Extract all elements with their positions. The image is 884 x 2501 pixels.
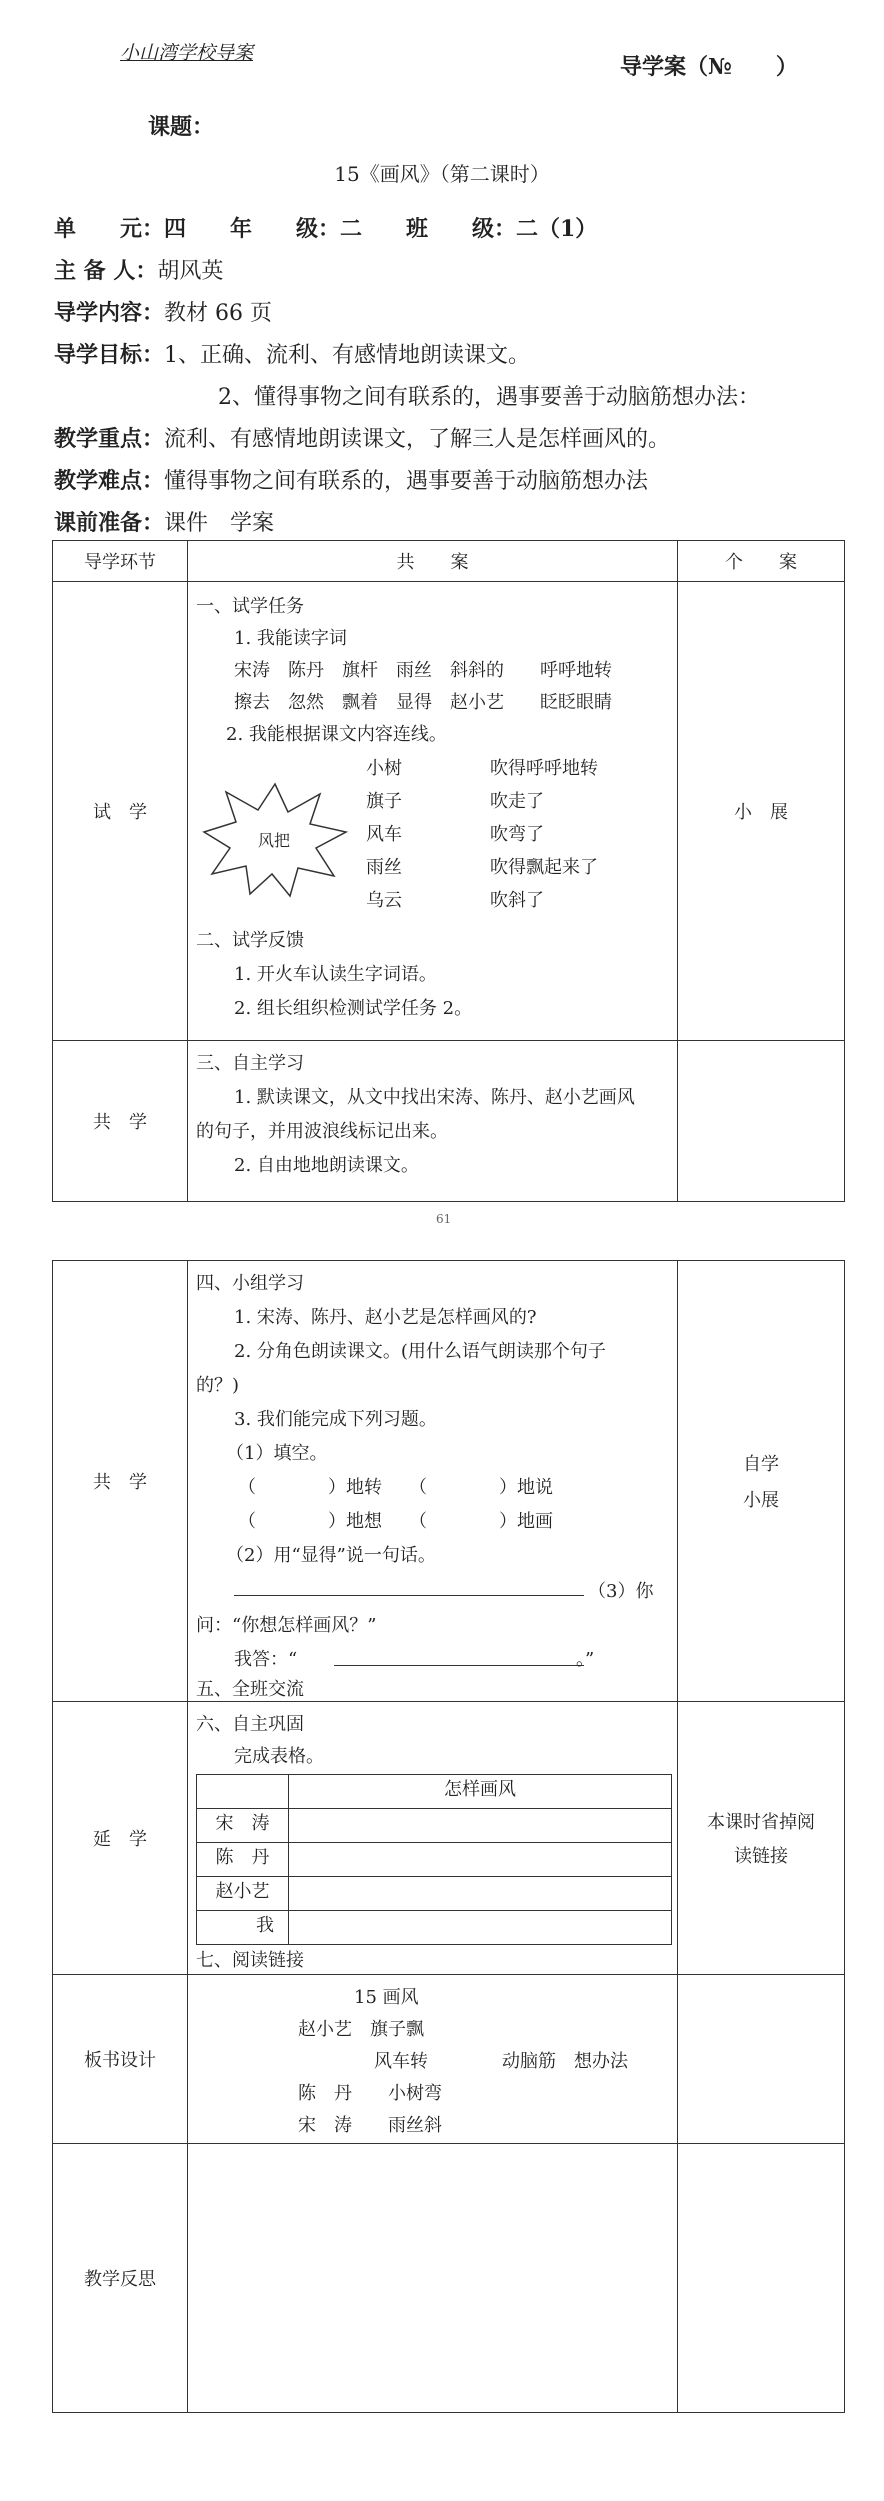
preparation-line — [54, 506, 274, 537]
row-label: 我 — [197, 1911, 289, 1945]
topic-label: 课题： — [148, 114, 215, 140]
match-right-item: 吹得飘起来了 — [490, 857, 598, 878]
table-row-extend — [53, 1702, 845, 1975]
trial-feedback-2: 2. 组长组织检测试学任务 2。 — [234, 998, 473, 1019]
lesson-plan-table-page2 — [52, 1260, 845, 2413]
trial-task-1: 1. 我能读字词 — [234, 628, 347, 649]
match-right-item: 吹斜了 — [490, 890, 544, 911]
preparer-value: 胡风英 — [157, 259, 224, 284]
table-row — [197, 1877, 672, 1911]
self-study-1-cont: 的句子，并用波浪线标记出来。 — [196, 1121, 448, 1142]
goal-label: 导学目标： — [54, 342, 165, 368]
board-line: 动脑筋 想办法 — [502, 2051, 628, 2072]
content-label: 导学内容： — [54, 300, 165, 326]
content-line — [54, 296, 272, 327]
extend-personal-line-2: 读链接 — [734, 1846, 788, 1867]
match-left-item: 小树 — [366, 758, 402, 779]
goal-2: 2、懂得事物之间有联系的，遇事要善于动脑筋想办法： — [218, 385, 760, 410]
colearn-1-content — [188, 1041, 678, 1202]
stage-colearn: 共 学 — [53, 1041, 188, 1202]
preparation-value: 课件 学案 — [164, 511, 275, 536]
stage-board-design: 板书设计 — [53, 1975, 188, 2144]
table-row-board — [53, 1975, 845, 2144]
match-left-item: 乌云 — [366, 890, 402, 911]
group-question-3: 3. 我们能完成下列习题。 — [234, 1409, 437, 1430]
fill-blank-row-2: （ ）地想 （ ）地画 — [238, 1511, 553, 1532]
header-stage: 导学环节 — [53, 541, 188, 582]
reading-link-heading: 七、阅读链接 — [196, 1950, 304, 1971]
header-personal-plan: 个 案 — [678, 541, 845, 582]
trial-feedback-1: 1. 开火车认读生字词语。 — [234, 964, 437, 985]
lesson-plan-table-page1 — [52, 540, 845, 1202]
self-study-heading: 三、自主学习 — [196, 1053, 304, 1074]
trial-words-2: 擦去 忽然 飘着 显得 赵小艺 眨眨眼睛 — [234, 692, 612, 713]
answer-line-2[interactable] — [334, 1665, 584, 1666]
match-left-item: 雨丝 — [366, 857, 402, 878]
extend-personal-line-1: 本课时省掉阅 — [707, 1812, 815, 1833]
key-point-line — [54, 422, 670, 453]
complete-table-instruction: 完成表格。 — [234, 1746, 324, 1767]
group-study-heading: 四、小组学习 — [196, 1273, 304, 1294]
difficulty-line — [54, 464, 648, 495]
answer-cell[interactable] — [289, 1911, 672, 1945]
goal-1: 1、正确、流利、有感情地朗读课文。 — [164, 343, 531, 368]
table-row-reflection — [53, 2144, 845, 2413]
fill-blank-row-1: （ ）地转 （ ）地说 — [238, 1477, 553, 1498]
trial-words-1: 宋涛 陈丹 旗杆 雨丝 斜斜的 呼呼地转 — [234, 660, 612, 681]
table-row — [197, 1911, 672, 1945]
stage-extend: 延 学 — [53, 1702, 188, 1975]
difficulty-label: 教学难点： — [54, 468, 165, 494]
row-label: 宋 涛 — [197, 1809, 289, 1843]
answer-line-1[interactable] — [234, 1595, 584, 1596]
school-name: 小山湾学校导案 — [120, 42, 254, 64]
reflection-personal[interactable] — [678, 2144, 845, 2413]
answer-suffix: 。” — [576, 1649, 595, 1670]
trial-heading: 一、试学任务 — [196, 596, 304, 617]
fill-blank-heading: （1）填空。 — [226, 1443, 328, 1464]
stage-trial: 试 学 — [53, 582, 188, 1041]
how-to-draw-wind-table — [196, 1774, 672, 1945]
preparation-label: 课前准备： — [54, 510, 165, 536]
unit-grade-class-line: 单 元：四 年 级：二 班 级：二（1） — [54, 216, 598, 242]
table-row — [197, 1843, 672, 1877]
table-row-colearn-1 — [53, 1041, 845, 1202]
match-right-item: 吹走了 — [490, 791, 544, 812]
answer-cell[interactable] — [289, 1877, 672, 1911]
board-line: 风车转 — [374, 2051, 428, 2072]
difficulty-value: 懂得事物之间有联系的，遇事要善于动脑筋想办法 — [164, 469, 649, 494]
trial-feedback-heading: 二、试学反馈 — [196, 930, 304, 951]
ask-line: 问：“你想怎样画风？” — [196, 1615, 377, 1636]
stage-colearn-2: 共 学 — [53, 1261, 188, 1702]
answer-cell[interactable] — [289, 1843, 672, 1877]
class-exchange-heading: 五、全班交流 — [196, 1679, 304, 1700]
trial-content — [188, 582, 678, 1041]
stage-reflection: 教学反思 — [53, 2144, 188, 2413]
match-right-item: 吹弯了 — [490, 824, 544, 845]
lesson-title: 15《画风》（第二课时） — [334, 162, 550, 186]
personal-small-show: 小展 — [743, 1490, 779, 1511]
board-title: 15 画风 — [354, 1987, 419, 2008]
group-question-2: 2. 分角色朗读课文。(用什么语气朗读那个句子 — [234, 1341, 606, 1362]
self-study-2: 2. 自由地地朗读课文。 — [234, 1155, 419, 1176]
table-row — [197, 1809, 672, 1843]
extend-content — [188, 1702, 678, 1975]
consolidate-heading: 六、自主巩固 — [196, 1714, 304, 1735]
board-line: 宋 涛 雨丝斜 — [298, 2115, 442, 2136]
starburst-label: 风把 — [258, 831, 291, 850]
match-left-item: 旗子 — [366, 791, 402, 812]
board-line: 赵小艺 旗子飘 — [298, 2019, 424, 2040]
table-row-colearn-2 — [53, 1261, 845, 1702]
board-personal — [678, 1975, 845, 2144]
inner-table-header: 怎样画风 — [289, 1775, 672, 1809]
personal-self-study: 自学 — [743, 1454, 779, 1475]
group-question-1: 1. 宋涛、陈丹、赵小艺是怎样画风的? — [234, 1307, 537, 1328]
table-row — [197, 1775, 672, 1809]
key-point-label: 教学重点： — [54, 426, 165, 452]
extend-personal — [678, 1702, 845, 1975]
content-value: 教材 66 页 — [164, 301, 272, 326]
self-study-1: 1. 默读课文，从文中找出宋涛、陈丹、赵小艺画风 — [234, 1087, 635, 1108]
colearn-1-personal — [678, 1041, 845, 1202]
preparer-line — [54, 254, 223, 285]
colearn-2-personal — [678, 1261, 845, 1702]
sentence-task: （2）用“显得”说一句话。 — [226, 1545, 436, 1566]
document-number: 导学案（№ ） — [620, 54, 798, 80]
trial-task-2: 2. 我能根据课文内容连线。 — [226, 724, 447, 745]
match-left-item: 风车 — [366, 824, 402, 845]
group-question-2-cont: 的？) — [196, 1375, 240, 1396]
table-header-row — [53, 541, 845, 582]
goal-line — [54, 338, 530, 369]
row-label: 赵小艺 — [197, 1877, 289, 1911]
colearn-2-content — [188, 1261, 678, 1702]
page-number: 61 — [436, 1212, 452, 1226]
answer-cell[interactable] — [289, 1809, 672, 1843]
match-right-item: 吹得呼呼地转 — [490, 758, 598, 779]
answer-prefix: 我答：“ — [234, 1649, 298, 1670]
table-row-trial — [53, 582, 845, 1041]
preparer-label: 主 备 人： — [54, 258, 158, 284]
trial-personal: 小 展 — [678, 582, 845, 1041]
reflection-content[interactable] — [188, 2144, 678, 2413]
header-shared-plan: 共 案 — [188, 541, 678, 582]
board-content — [188, 1975, 678, 2144]
key-point-value: 流利、有感情地朗读课文，了解三人是怎样画风的。 — [164, 427, 671, 452]
board-line: 陈 丹 小树弯 — [298, 2083, 442, 2104]
question-3-label: （3）你 — [588, 1581, 654, 1602]
row-label: 陈 丹 — [197, 1843, 289, 1877]
